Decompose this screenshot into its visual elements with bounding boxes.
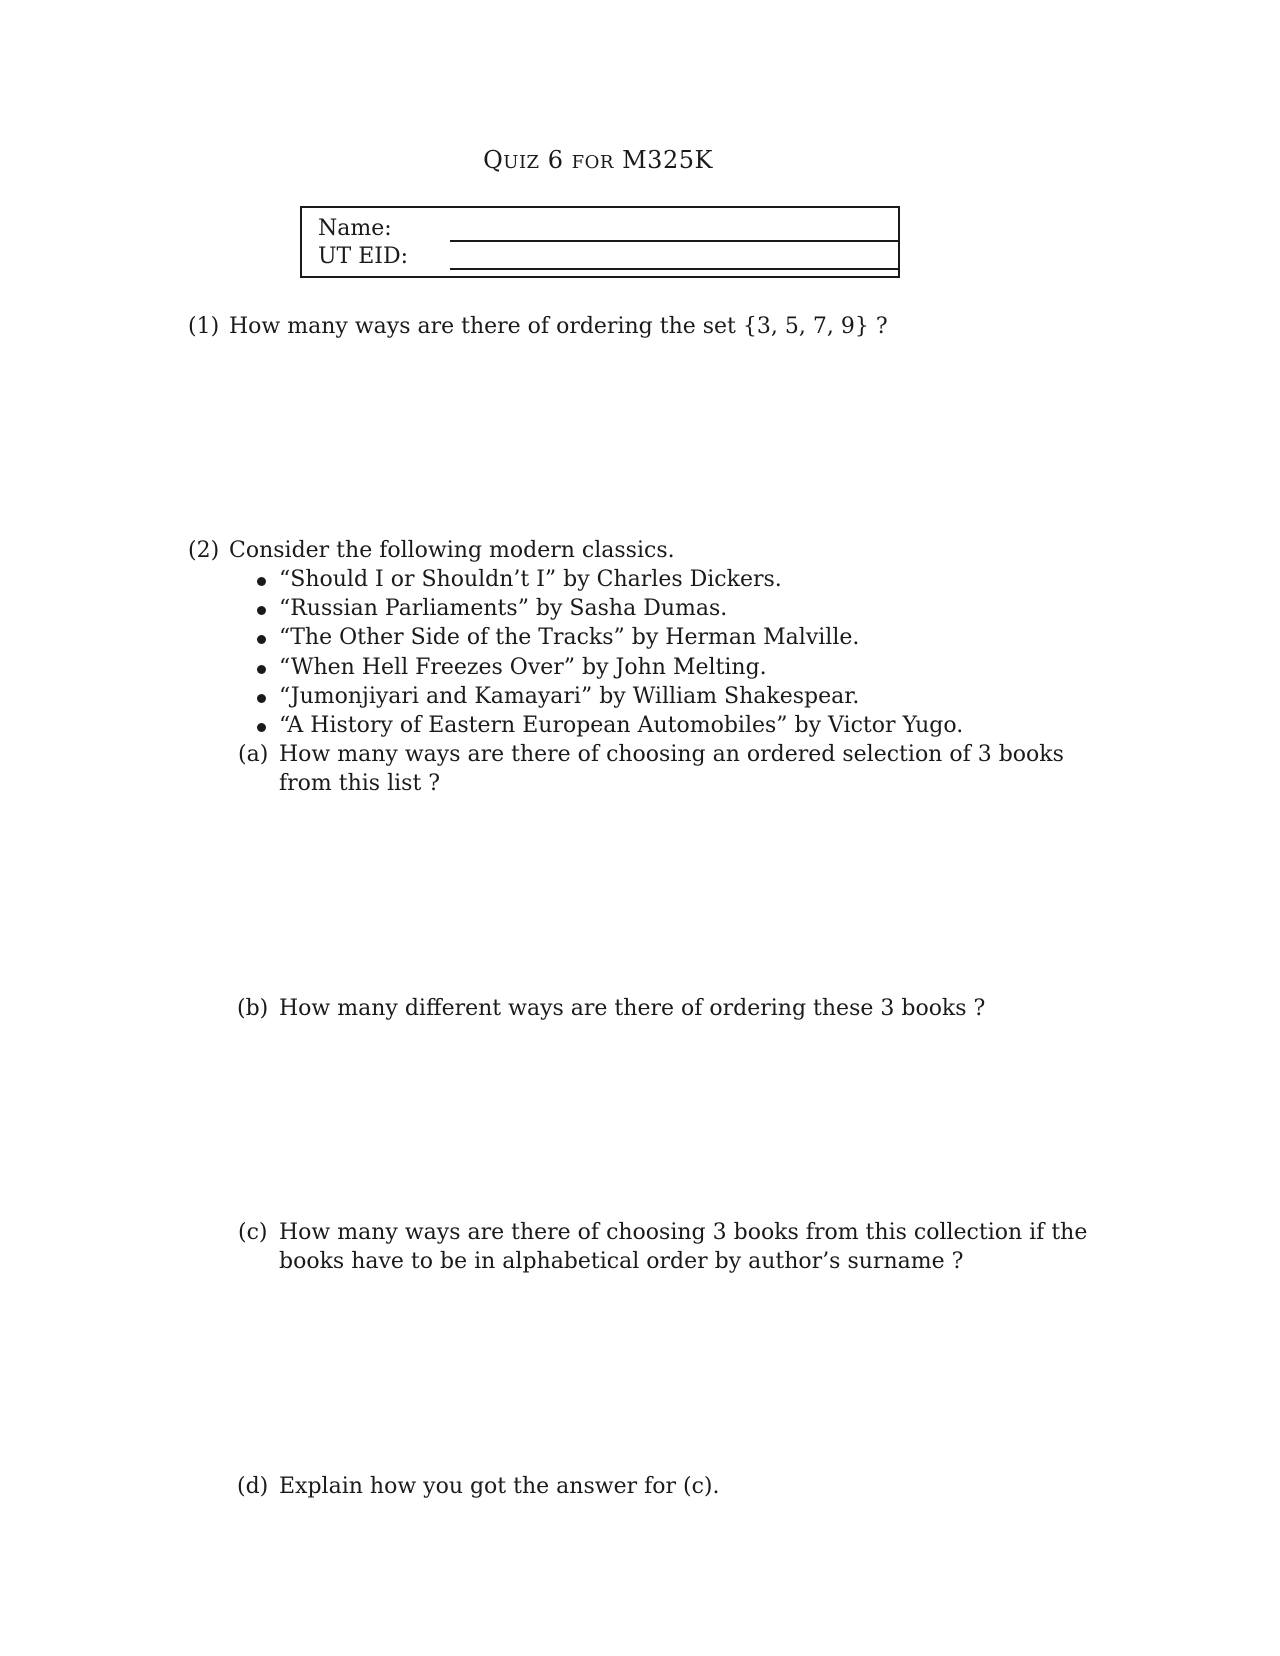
bullet-icon — [257, 606, 266, 615]
part-c-label: (c) — [238, 1220, 268, 1245]
part-a-line-1: How many ways are there of choosing an ordered selection of 3 books — [279, 742, 1064, 767]
bullet-icon — [257, 694, 266, 703]
book-item: “The Other Side of the Tracks” by Herman Malville. — [279, 625, 860, 650]
book-item: “When Hell Freezes Over” by John Melting. — [279, 655, 767, 680]
question-1-number: (1) — [188, 314, 220, 339]
bullet-icon — [257, 577, 266, 586]
book-item: “A History of Eastern European Automobiles” by Victor Yugo. — [279, 713, 964, 738]
question-2-intro: Consider the following modern classics. — [229, 538, 675, 563]
part-d-label: (d) — [237, 1474, 269, 1499]
name-field[interactable] — [450, 240, 900, 242]
part-c-line-1: How many ways are there of choosing 3 books from this collection if the — [279, 1220, 1088, 1245]
page-title — [0, 146, 1196, 177]
eid-field[interactable] — [450, 268, 900, 270]
eid-label: UT EID: — [318, 244, 409, 269]
title-course: M325K — [622, 146, 713, 174]
part-b-line-1: How many different ways are there of ordering these 3 books ? — [279, 996, 986, 1021]
book-item: “Should I or Shouldn’t I” by Charles Dickers. — [279, 567, 782, 592]
name-label: Name: — [318, 216, 392, 241]
question-2-number: (2) — [188, 538, 220, 563]
title-quiz-initial: Q — [483, 146, 504, 174]
title-quiz-rest: UIZ — [503, 152, 540, 173]
part-a-label: (a) — [238, 742, 269, 767]
part-a-line-2: from this list ? — [279, 771, 441, 796]
bullet-icon — [257, 723, 266, 732]
part-d-line-1: Explain how you got the answer for (c). — [279, 1474, 720, 1499]
part-c-line-2: books have to be in alphabetical order by author’s surname ? — [279, 1249, 964, 1274]
book-item: “Russian Parliaments” by Sasha Dumas. — [279, 596, 728, 621]
book-item: “Jumonjiyari and Kamayari” by William Shakespear. — [279, 684, 860, 709]
part-b-label: (b) — [237, 996, 269, 1021]
title-quiz-number: 6 — [547, 146, 564, 174]
bullet-icon — [257, 665, 266, 674]
name-eid-box — [300, 206, 900, 278]
question-1-text: How many ways are there of ordering the set {3, 5, 7, 9} ? — [229, 314, 888, 339]
bullet-icon — [257, 635, 266, 644]
title-for: FOR — [571, 152, 614, 173]
